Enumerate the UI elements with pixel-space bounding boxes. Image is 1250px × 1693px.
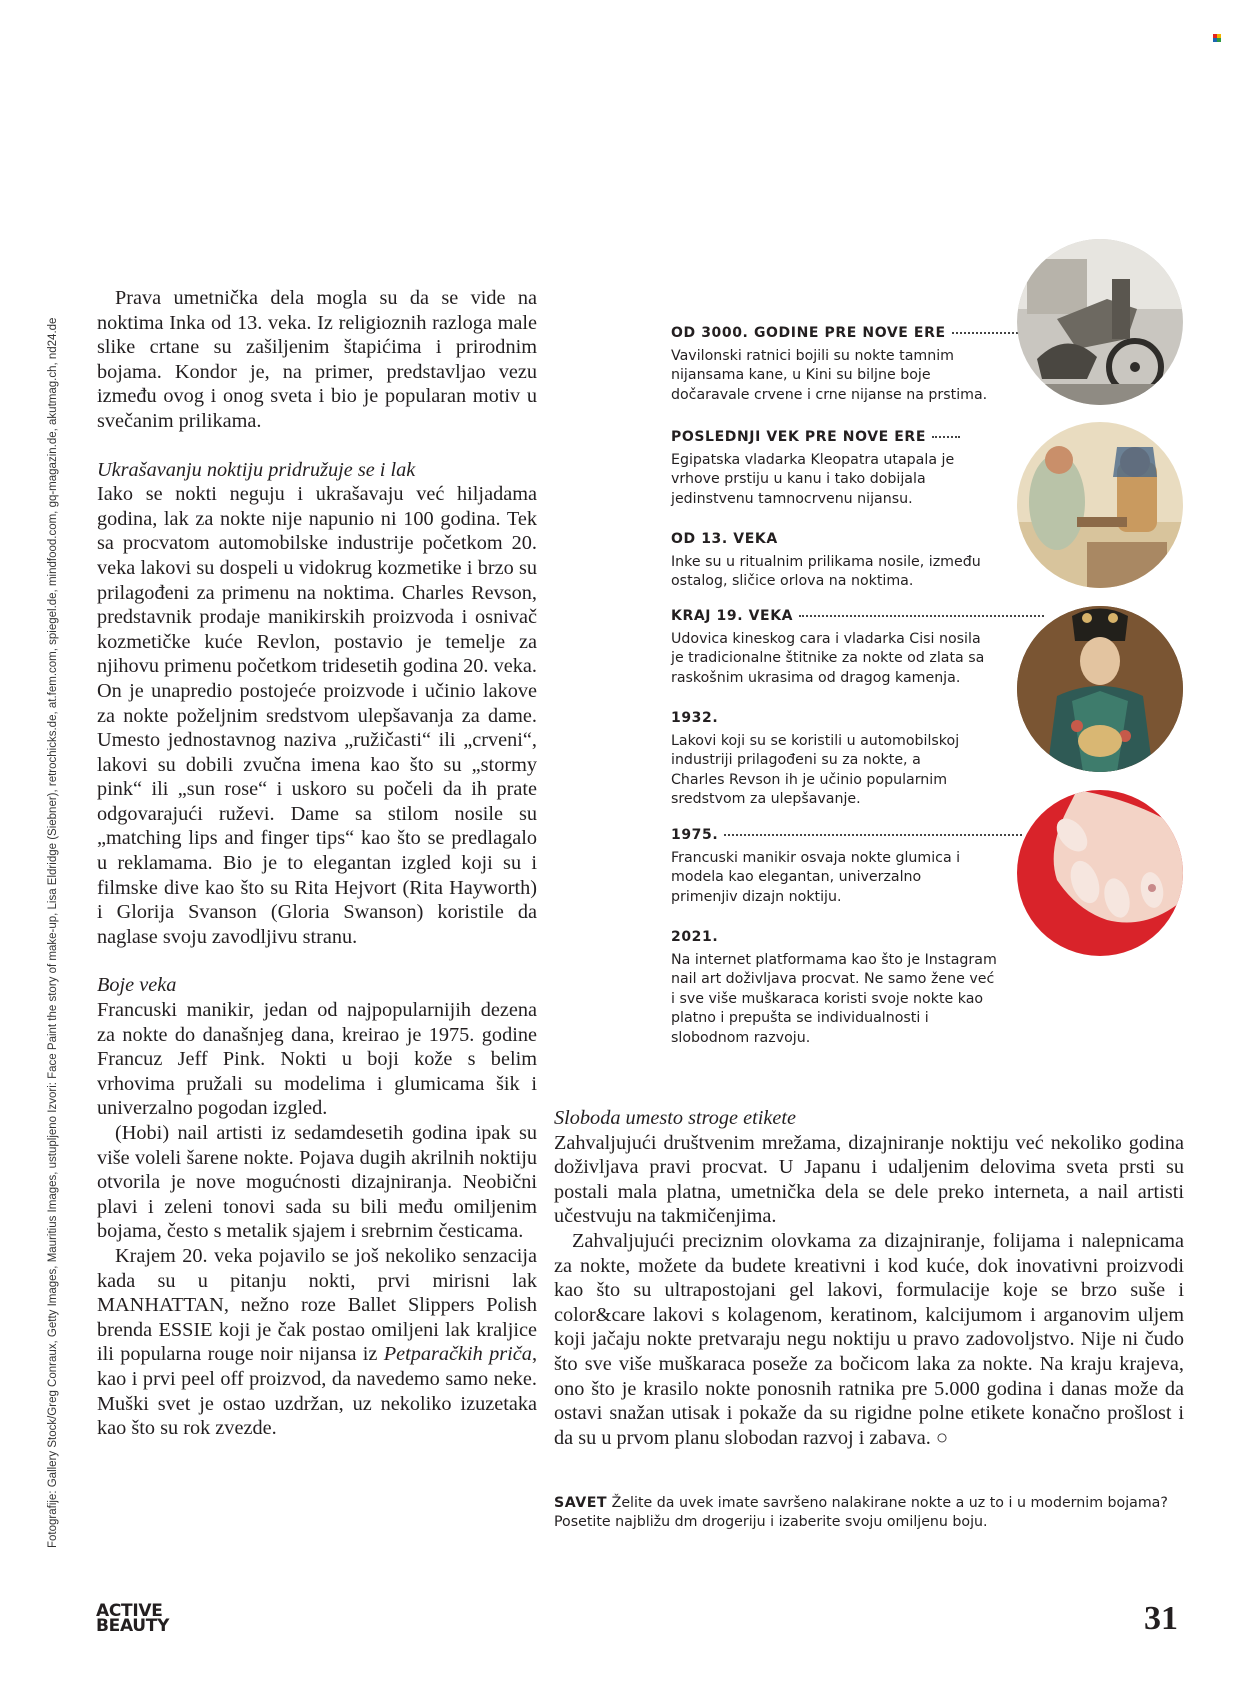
seventies-paragraph: (Hobi) nail artisti iz sedamdesetih godina ipak su više voleli šarene nokte. Pojava dugih akrilnih noktiju otvorila je nove mogućnosti dizajniranja. Neobični plavi i zeleni tonovi sada su bili među omiljenim bojama, često s metalik sjajem i srebrnim česticama. [97,1122,537,1243]
left-column [97,286,537,1441]
timeline-text: Francuski manikir osvaja nokte glumica i modela kao elegantan, univerzalno primenjiv dizajn noktiju. [671,850,961,905]
french-manicure-nails-photo [1017,790,1183,956]
end-mark-icon: ○ [935,1426,949,1449]
timeline-heading: POSLEDNJI VEK PRE NOVE ERE [671,429,926,445]
intro-paragraph: Prava umetnička dela mogla su da se vide na noktima Inka od 13. veka. Iz religioznih razloga male slike crtane su zašiljenim štapićima i prirodnim bojama. Kondor je, na primer, predstavljao vezu između ovog i onog sveta i bio je popularan motiv u svečanim prilikama. [97,287,537,432]
timeline-text: Udovica kineskog cara i vladarka Cisi nosila je tradicionalne štitnike za nokte od zlata sa raskošnim ukrasima od dragog kamenja. [671,631,985,686]
babylonian-chariot-photo [1017,239,1183,405]
social-media-paragraph: Zahvaljujući društvenim mrežama, dizajniranje noktiju već nekoliko godina doživljava pravi procvat. U Japanu i udaljenim delovima sveta prsti su postali mala platna, umetnička dela se dele preko interneta, a nail artisti učestvuju na takmičenjima. [554,1131,1184,1228]
timeline-heading: OD 13. VEKA [671,531,778,547]
sensations-paragraph: Krajem 20. veka pojavilo se još nekoliko senzacija kada su u pitanju nokti, prvi mirisni lak MANHATTAN, nežno roze Ballet Slippers Polish brenda ESSIE koji je čak postao omiljeni lak kraljice ili popularna rouge noir nijansa iz Petparačkih priča, kao i prvi peel off proizvod, da navedemo samo neke. Muški svet je ostao uzdržan, uz nekoliko izuzetaka kao što su rok zvezde. [97,1244,538,1440]
tip-label: SAVET [554,1495,608,1511]
timeline-heading: 1932. [671,710,719,726]
cleopatra-painting-photo [1017,422,1183,588]
timeline-heading: 1975. [671,827,719,843]
french-manicure-paragraph: Francuski manikir, jedan od najpopularnijih dezena za nokte do današnjeg dana, kreirao je 1975. godine Francuz Jeff Pink. Nokti u boji kože s belim vrhovima pružali su modelima i glumicama šik i univerzalno pogodan izgled. [97,999,537,1120]
page-number: 31 [1144,1600,1178,1637]
timeline-heading: 2021. [671,929,719,945]
lacquer-paragraph: Iako se nokti neguju i ukrašavaju već hiljadama godina, lak za nokte nije napunio ni 100 godina. Tek sa procvatom automobilske industrije početkom 20. veka lakovi su dospeli u vidokrug kozmetike i brzo su prilagođeni za primenu na noktima. Charles Revson, predstavnik prodaje manikirskih proizvoda i osnivač kozmetičke kuće Revlon, postavio je temelje za njihovu primenu početkom tridesetih godina 20. veka. On je unapredio postojeće proizvode i učinio lakove za nokte poželjnim sredstvom ulepšavanja za dame. Umesto jednostavnog naziva „ružičasti“ ili „crveni“, lakovi su dobili zvučna imena kao što su „stormy pink“ ili „sun rose“ i uskoro su počeli da ih prate odgovarajući ruževi. Dame sa stilom nosile su „matching lips and finger tips“ kao što se predlagalo u reklamama. Bio je to elegantan izgled koji su i filmske dive kao što su Rita Hejvort (Rita Hayworth) i Glorija Svanson (Gloria Swanson) koristile da naglase svoju zavodljivu stranu. [97,483,537,948]
timeline-item [671,929,1091,1048]
subheading-colors: Boje veka [97,974,177,997]
subheading-lacquer: Ukrašavanju noktiju pridružuje se i lak [97,458,416,481]
timeline-heading: OD 3000. GODINE PRE NOVE ERE [671,325,946,341]
freedom-section [554,1106,1184,1450]
tip-box [554,1494,1194,1533]
photo-credits: Fotografije: Gallery Stock/Greg Conraux, Getty Images, Mauritius Images, ustupljeno Izvori: Face Paint the story of make-up, Lisa Eldridge (Siebner), retrochicks.de, at.fem.com, spiegel.de, mindfood.com, gq-magazin.de, akutmag.ch, nd24.de [47,317,59,1548]
subheading-freedom: Sloboda umesto stroge etikete [554,1107,797,1129]
brand-mark-icon [1213,34,1221,42]
timeline-text: Inke su u ritualnim prilikama nosile, između ostalog, sličice orlova na noktima. [671,554,981,590]
magazine-logo: ACTIVE BEAUTY [96,1601,170,1636]
creativity-paragraph: Zahvaljujući preciznim olovkama za dizajniranje, folijama i nalepnicama za nokte, možete da budete kreativni i kod kuće, dok inovativni proizvodi kao što su ultrapostojani gel lakovi, formulacije koje se brzo suše i color&care lakovi s kolagenom, keratinom, kalcijumom i arganovim uljem koji jačaju nokte pretvaraju negu noktiju u pravo zadovoljstvo. Nije ni čudo što sve više muškaraca poseže za bočicom laka za nokte. Na kraju krajeva, ono što je krasilo nokte ponosnih ratnika pre 5.000 godina i danas može da ostavi snažan utisak i pokaže da su rigidne polne etikete konačno prošlost i da su u prvom planu slobodan razvoj i zabava. ○ [554,1229,1184,1449]
empress-cixi-painting-photo [1017,606,1183,772]
timeline-text: Lakovi koji su se koristili u automobilskoj industriji prilagođeni su za nokte, a Charles Revson ih je učinio popularnim sredstvom za ulepšavanje. [671,733,960,808]
tip-text: Želite da uvek imate savršeno nalakirane nokte a uz to i u modernim bojama? Posetite najbližu dm drogeriju i izaberite svoju omiljenu boju. [554,1495,1168,1531]
pulp-fiction-title: Petparačkih priča [383,1343,532,1366]
timeline-text: Egipatska vladarka Kleopatra utapala je vrhove prstiju u kanu i tako dobijala jedinstvenu tamnocrvenu nijansu. [671,452,955,507]
timeline-heading: KRAJ 19. VEKA [671,608,794,624]
timeline-text: Na internet platformama kao što je Instagram nail art doživljava procvat. Ne samo žene već i sve više muškaraca koristi svoje nokte kao platno i prepušta se individualnosti i slobodnom razvoju. [671,952,997,1046]
timeline-text: Vavilonski ratnici bojili su nokte tamnim nijansama kane, u Kini su biljne boje dočaravale crvene i crne nijanse na prstima. [671,348,988,403]
